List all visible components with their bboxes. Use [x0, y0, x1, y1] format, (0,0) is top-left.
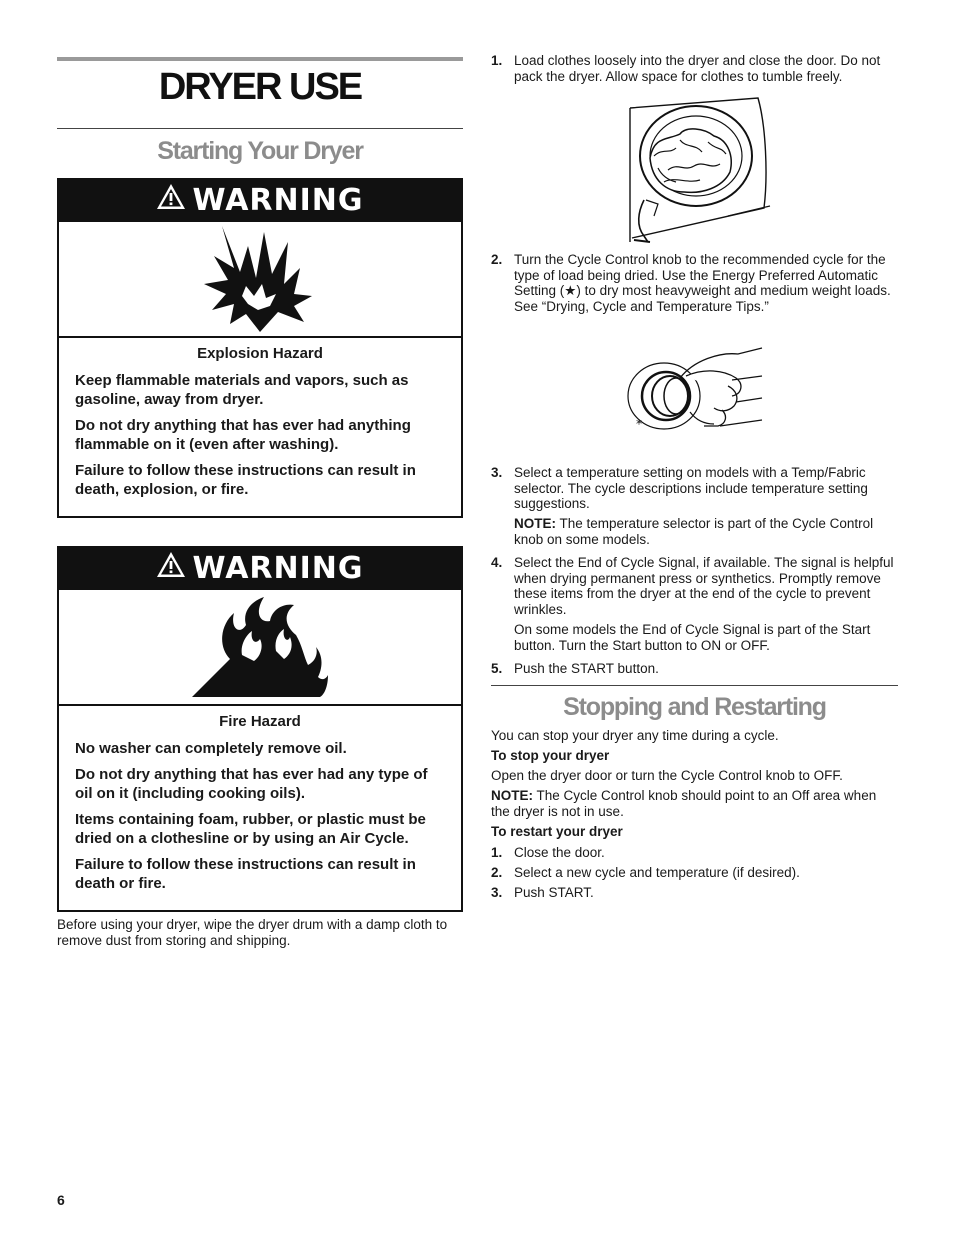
- warning-label: WARNING: [192, 550, 364, 586]
- step-item: [491, 252, 897, 315]
- restart-step: [491, 865, 897, 881]
- page-title: DRYER USE: [158, 66, 362, 108]
- step-number: 2.: [491, 865, 503, 880]
- warning-header: [59, 548, 461, 588]
- step-number: 2.: [491, 252, 503, 267]
- restart-step: [491, 845, 897, 861]
- step-text: Turn the Cycle Control knob to the recommended cycle for the type of load being dried. Use the Energy Preferred Automatic Setting (★) to dry most heavyweight and medium weight loads. See “Drying, Cycle and Temperature Tips.”: [514, 252, 891, 315]
- stop-note: [491, 788, 898, 820]
- fire-icon: [59, 588, 461, 706]
- cycle-knob-illustration: [624, 340, 764, 440]
- note-text: The Cycle Control knob should point to an Off area when the dryer is not in use.: [491, 788, 877, 819]
- step-item: [491, 53, 897, 84]
- fire-warning-box: [57, 546, 463, 912]
- explosion-warning-box: [57, 178, 463, 518]
- warning-line: Items containing foam, rubber, or plastic must be dried on a clothesline or by using an Air Cycle.: [75, 811, 426, 847]
- note-text: The temperature selector is part of the Cycle Control knob on some models.: [514, 516, 874, 547]
- step-text: Close the door.: [514, 845, 605, 860]
- section-divider: [491, 685, 898, 686]
- restart-step: [491, 885, 897, 901]
- step-text: Push the START button.: [514, 661, 659, 676]
- warning-line: Failure to follow these instructions can result in death, explosion, or fire.: [75, 462, 416, 498]
- warning-line: Do not dry anything that has ever had any type of oil on it (including cooking oils).: [75, 766, 428, 802]
- step-item: [491, 555, 897, 653]
- step-number: 3.: [491, 885, 503, 900]
- section-title-stopping: Stopping and Restarting: [563, 693, 826, 721]
- step-number: 5.: [491, 661, 503, 676]
- step-text: Push START.: [514, 885, 594, 900]
- before-use-paragraph: Before using your dryer, wipe the dryer drum with a damp cloth to remove dust from storing and shipping.: [57, 917, 448, 948]
- dryer-loading-illustration: [624, 96, 772, 246]
- hazard-title: Explosion Hazard: [197, 345, 323, 362]
- step-text: Load clothes loosely into the dryer and close the door. Do not pack the dryer. Allow space for clothes to tumble freely.: [514, 53, 881, 84]
- note-label: NOTE:: [491, 788, 533, 803]
- step-item: [491, 465, 897, 548]
- step-number: 4.: [491, 555, 503, 570]
- title-top-rule: [57, 57, 463, 61]
- svg-text:*: *: [636, 417, 642, 431]
- step-item: [491, 661, 897, 677]
- hazard-title: Fire Hazard: [219, 713, 301, 730]
- stop-text: Open the dryer door or turn the Cycle Control knob to OFF.: [491, 768, 843, 783]
- step-number: 1.: [491, 53, 503, 68]
- section-divider: [57, 128, 463, 129]
- step-note: [514, 516, 897, 547]
- warning-line: Failure to follow these instructions can result in death or fire.: [75, 856, 416, 892]
- step-number: 1.: [491, 845, 503, 860]
- warning-line: No washer can completely remove oil.: [75, 740, 347, 757]
- warning-label: WARNING: [192, 182, 364, 218]
- stopping-intro: You can stop your dryer any time during a cycle.: [491, 728, 779, 743]
- warning-line: Do not dry anything that has ever had anything flammable on it (even after washing).: [75, 417, 411, 453]
- explosion-icon: [59, 220, 461, 338]
- step-text: Select a temperature setting on models with a Temp/Fabric selector. The cycle descriptions include temperature setting suggestions.: [514, 465, 868, 512]
- step-text: Select a new cycle and temperature (if desired).: [514, 865, 800, 880]
- section-title-starting: Starting Your Dryer: [157, 137, 363, 165]
- step-number: 3.: [491, 465, 503, 480]
- page-number: 6: [57, 1192, 65, 1208]
- warning-triangle-icon: [156, 551, 186, 586]
- restart-heading: To restart your dryer: [491, 824, 623, 839]
- step-extra: On some models the End of Cycle Signal is part of the Start button. Turn the Start button to ON or OFF.: [514, 621, 871, 653]
- note-label: NOTE:: [514, 516, 556, 532]
- stop-heading: To stop your dryer: [491, 748, 610, 763]
- warning-line: Keep flammable materials and vapors, such as gasoline, away from dryer.: [75, 372, 409, 408]
- warning-header: [59, 180, 461, 220]
- warning-triangle-icon: [156, 183, 186, 218]
- step-text: Select the End of Cycle Signal, if available. The signal is helpful when drying permanent press or synthetics. Promptly remove these items from the dryer at the end of the cycle to prevent wrinkles.: [514, 555, 894, 618]
